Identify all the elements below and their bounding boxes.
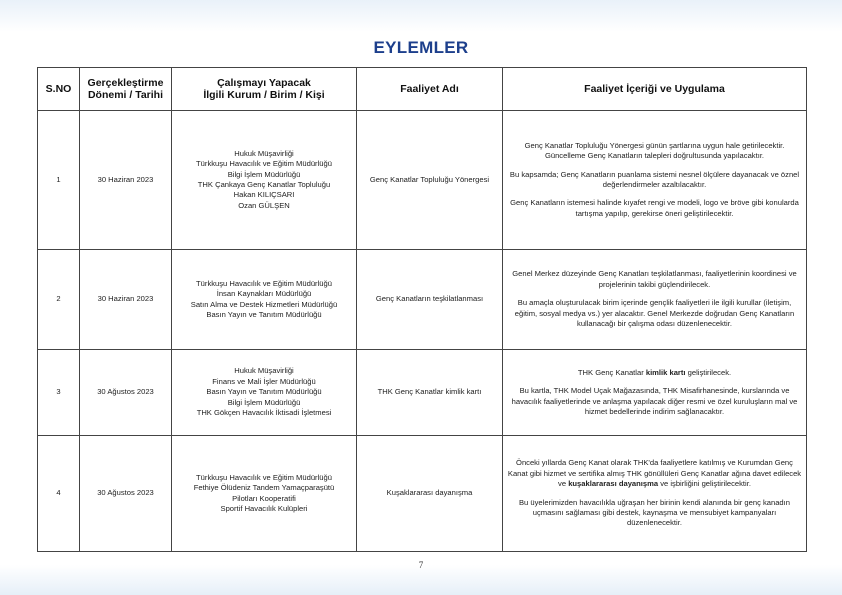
organization-line: Sportif Havacılık Kulüpleri: [220, 503, 308, 513]
row-activity: Kuşaklararası dayanışma: [357, 436, 503, 552]
page-number: 7: [418, 560, 424, 570]
content-paragraph: [507, 458, 802, 489]
row-number: 1: [38, 111, 80, 250]
organization-line: Ozan GÜLŞEN: [238, 200, 290, 210]
row-number: 4: [38, 436, 80, 552]
page-title: EYLEMLER: [373, 38, 469, 57]
organization-line: Basın Yayın ve Tanıtım Müdürlüğü: [206, 309, 322, 319]
content-text-after: ve işbirliğini geliştirilecektir.: [658, 479, 751, 489]
header-org-line2: İlgili Kurum / Birim / Kişi: [203, 89, 325, 101]
content-text: Genel Merkez düzeyinde Genç Kanatları teşkilatlanması, faaliyetlerinin koordinesi ve projelerinin takibi güçlendirilecek.: [512, 269, 797, 289]
content-paragraph: [507, 198, 802, 219]
content-text: Genç Kanatlar Topluluğu Yönergesi günün şartlarına uygun hale getirilecektir. Güncelleme Genç Kanatların talepleri doğrultusunda yapılacaktır.: [524, 140, 785, 161]
header-date-line2: Dönemi / Tarihi: [87, 89, 164, 101]
content-emphasis: kimlik kartı: [645, 367, 686, 377]
organization-line: Hakan KILIÇSARI: [233, 190, 295, 200]
table-row: [38, 436, 807, 552]
content-paragraph: [507, 269, 802, 290]
organization-line: Türkkuşu Havacılık ve Eğitim Müdürlüğü: [196, 159, 332, 169]
content-paragraph: [507, 298, 802, 329]
table-header-row: [38, 68, 807, 111]
header-content: Faaliyet İçeriği ve Uygulama: [503, 68, 807, 111]
content-emphasis: kuşaklararası dayanışma: [568, 479, 659, 489]
row-date: 30 Haziran 2023: [80, 250, 172, 350]
organization-line: Bilgi İşlem Müdürlüğü: [227, 169, 301, 179]
table-row: [38, 350, 807, 436]
row-activity: Genç Kanatların teşkilatlanması: [357, 250, 503, 350]
header-sno: S.NO: [38, 68, 80, 111]
organization-line: Türkkuşu Havacılık ve Eğitim Müdürlüğü: [196, 472, 332, 482]
content-text: Önceki yıllarda Genç Kanat olarak THK'da faaliyetlere katılmış ve Kurumdan Genç Kanat gibi hizmet ve sertifika almış THK gönüllüleri Genç Kanatlar ağına davet edilecek ve: [507, 458, 802, 489]
header-activity: Faaliyet Adı: [357, 68, 503, 111]
content-paragraph: [507, 386, 802, 417]
organization-line: Türkkuşu Havacılık ve Eğitim Müdürlüğü: [196, 278, 332, 288]
content-text: Bu kapsamda; Genç Kanatların puanlama sistemi nesnel ölçülere dayanacak ve öznel değerlendirmeler azaltılacaktır.: [509, 169, 800, 189]
organization-line: Basın Yayın ve Tanıtım Müdürlüğü: [206, 387, 322, 397]
content-text: Bu amaçla oluşturulacak birim içerinde gençlik faaliyetleri ile ilgili kurullar (iletişim, eğitim, sosyal medya vs.) yer alacaktır. Genel Merkezde doğrudan Genç Kanatların kullanacağı bir çalışma odası düzenlenecektir.: [514, 298, 795, 329]
organization-line: Pilotları Kooperatifi: [232, 493, 296, 503]
organization-line: Finans ve Mali İşler Müdürlüğü: [212, 376, 316, 386]
content-text: Bu üyelerimizden havacılıkla uğraşan her birinin kendi alanında bir genç kanadın uçmasını sağlaması gibi destek, kaynaşma ve mensubiyet kampanyaları düzenlenecektir.: [518, 497, 790, 528]
organization-line: Satın Alma ve Destek Hizmetleri Müdürlüğü: [190, 299, 338, 309]
row-content: [503, 111, 807, 250]
content-paragraph: [507, 368, 802, 378]
row-number: 3: [38, 350, 80, 436]
header-date: [80, 68, 172, 111]
content-text: Bu kartla, THK Model Uçak Mağazasında, THK Misafirhanesinde, kurslarında ve havacılık faaliyetlerinde ve anlaşma yapılacak diğer resmi ve özel kuruluşların mal ve hizmet bedellerinde indirim sağlanacaktır.: [511, 386, 798, 416]
row-organizations: [172, 350, 357, 436]
organization-line: Bilgi İşlem Müdürlüğü: [227, 397, 301, 407]
organization-line: Hukuk Müşavirliği: [234, 148, 294, 158]
organization-line: İnsan Kaynakları Müdürlüğü: [216, 289, 312, 299]
row-content: [503, 250, 807, 350]
row-date: 30 Haziran 2023: [80, 111, 172, 250]
row-organizations: [172, 111, 357, 250]
header-org: [172, 68, 357, 111]
content-paragraph: [507, 141, 802, 162]
content-text: Genç Kanatların istemesi halinde kıyafet rengi ve modeli, logo ve bröve gibi konularda tartışma yapılıp, gerekirse öneri geliştirilecektir.: [510, 198, 799, 218]
row-content: [503, 350, 807, 436]
row-activity: Genç Kanatlar Topluluğu Yönergesi: [357, 111, 503, 250]
top-decoration: [0, 0, 842, 32]
row-activity: THK Genç Kanatlar kimlik kartı: [357, 350, 503, 436]
content-text: THK Genç Kanatlar: [577, 367, 646, 377]
header-date-line1: Gerçekleştirme: [87, 77, 164, 89]
organization-line: THK Gökçen Havacılık İktisadi İşletmesi: [196, 408, 332, 418]
content-paragraph: [507, 498, 802, 529]
row-date: 30 Ağustos 2023: [80, 436, 172, 552]
content-paragraph: [507, 170, 802, 191]
organization-line: THK Çankaya Genç Kanatlar Topluluğu: [197, 180, 331, 189]
row-date: 30 Ağustos 2023: [80, 350, 172, 436]
actions-table: [37, 67, 807, 552]
row-organizations: [172, 250, 357, 350]
row-number: 2: [38, 250, 80, 350]
row-organizations: [172, 436, 357, 552]
organization-line: Fethiye Ölüdeniz Tandem Yamaçparaşütü: [193, 483, 335, 493]
organization-line: Hukuk Müşavirliği: [234, 366, 294, 376]
table-row: [38, 111, 807, 250]
table-body: [38, 111, 807, 552]
table-row: [38, 250, 807, 350]
row-content: [503, 436, 807, 552]
header-org-line1: Çalışmayı Yapacak: [217, 77, 311, 89]
content-text-after: geliştirilecek.: [685, 367, 732, 377]
